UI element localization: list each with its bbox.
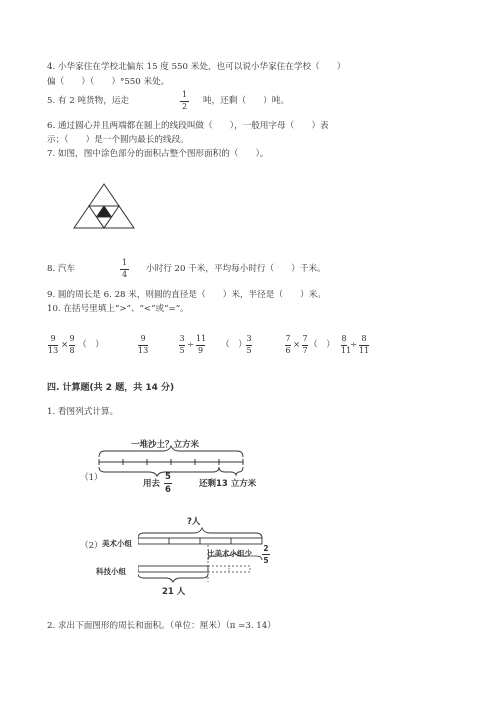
fig2-label: （2） xyxy=(80,541,103,551)
q10-i1-b xyxy=(69,335,75,355)
fig1-remain-label: 还剩13 立方米 xyxy=(199,479,257,489)
q7-triangle-figure xyxy=(72,182,136,230)
q10-i3-c xyxy=(341,334,352,355)
fig1-used-num: 5 xyxy=(165,472,171,482)
q5-prefix: 5. 有 2 吨货物，运走 xyxy=(47,96,130,106)
fig2-less-den: 5 xyxy=(263,555,269,565)
q10-i3-paren: （ ） xyxy=(309,340,335,350)
fig2-tech-label: 科技小组 xyxy=(96,567,126,576)
q10-i3-op2: ÷ xyxy=(350,340,358,350)
q10-i3-d-den: 11 xyxy=(359,346,370,355)
s4q2-text: 2. 求出下面图形的周长和面积。（单位：厘米）（π =3. 14） xyxy=(47,621,276,631)
q5-frac-den: 2 xyxy=(181,102,188,111)
q10-i2-paren: （ ） xyxy=(221,340,247,350)
fig1-top-label: 一堆沙土？立方米 xyxy=(131,440,200,450)
q4-line2: 偏（ ）（ ）°550 米处。 xyxy=(47,77,170,87)
q10-i1-a-den: 13 xyxy=(48,346,59,355)
q10-i1-a xyxy=(48,335,58,355)
q10-i2-b xyxy=(196,335,205,355)
q10-i2-b-num: 11 xyxy=(196,334,207,343)
fig1-used-den: 6 xyxy=(165,484,171,495)
q5-fraction xyxy=(180,91,189,111)
fig2-bottom-label: 21 人 xyxy=(162,587,186,597)
fig1-used-fraction xyxy=(164,473,172,494)
fig1-label: （1） xyxy=(80,473,103,483)
q10-i3-d-num: 8 xyxy=(361,334,367,343)
q10-i3-d xyxy=(359,335,369,355)
q10-i1-b-num: 9 xyxy=(69,334,75,343)
q5-frac-num: 1 xyxy=(181,90,188,99)
q10-i3-c-den: 11 xyxy=(341,346,352,355)
q10-i2-a-num: 3 xyxy=(179,334,185,343)
q10-i1-c-num: 9 xyxy=(140,334,146,343)
q10-i2-op: ÷ xyxy=(187,340,195,350)
q4-line1: 4. 小华家住在学校北偏东 15 度 550 米处，也可以说小华家住在学校（ ） xyxy=(47,62,346,72)
q10-i1-b-den: 8 xyxy=(69,346,75,355)
q6-line1: 6. 通过圆心并且两端都在圆上的线段叫做（ ），一般用字母（ ）表 xyxy=(47,121,329,131)
q10-i2-b-den: 9 xyxy=(197,346,204,355)
q10-i3-a-den: 6 xyxy=(285,346,291,355)
fig2-less-label: 比美术小组少 xyxy=(207,549,252,558)
fig1-used-label: 用去 xyxy=(143,479,161,489)
q10-i3-b-num: 7 xyxy=(302,334,308,343)
q10-i2-a-den: 5 xyxy=(179,346,185,355)
q10-i3-b xyxy=(302,335,308,355)
q10-i3-op: × xyxy=(293,340,301,350)
q7-text: 7. 如图，图中涂色部分的面积占整个图形面积的（ ）。 xyxy=(47,149,269,159)
q10-i1-c-den: 13 xyxy=(138,346,149,355)
q8-frac-num: 1 xyxy=(121,258,128,267)
q10-i3-a-num: 7 xyxy=(285,334,291,343)
q10-text: 10. 在括号里填上“>”、“<”或“=”。 xyxy=(47,304,189,314)
q10-i3-a xyxy=(285,335,291,355)
q5-suffix: 吨，还剩（ ）吨。 xyxy=(203,96,289,106)
q10-i2-c-num: 3 xyxy=(246,334,252,343)
fig2-less-num: 2 xyxy=(263,544,269,553)
q10-i1-op: × xyxy=(61,340,69,350)
q10-i1-paren: （ ） xyxy=(78,340,104,350)
q10-i2-a xyxy=(179,335,185,355)
q6-line2: 示；（ ）是一个圆内最长的线段。 xyxy=(47,135,189,145)
q10-i1-a-num: 9 xyxy=(50,334,56,343)
s4q1-text: 1. 看图列式计算。 xyxy=(47,407,119,417)
q10-i1-c xyxy=(138,335,148,355)
q10-i2-c-den: 5 xyxy=(246,346,252,355)
q10-i3-c-num: 8 xyxy=(341,334,347,343)
fig2-segment-diagram xyxy=(138,526,268,586)
q10-i2-c xyxy=(246,335,252,355)
section-4-title: 四. 计算题(共 2 题，共 14 分) xyxy=(47,383,175,393)
q8-suffix: 小时行 20 千米，平均每小时行（ ）千米。 xyxy=(146,264,326,274)
q8-frac-den: 4 xyxy=(121,270,128,279)
fig2-top-label: ?人 xyxy=(187,517,201,527)
q8-prefix: 8. 汽车 xyxy=(47,264,76,274)
q9-text: 9. 圆的周长是 6. 28 米，则圆的直径是（ ）米，半径是（ ）米。 xyxy=(47,290,326,300)
q8-fraction xyxy=(120,259,129,279)
fig2-art-label: 美术小组 xyxy=(102,539,132,548)
q10-i3-b-den: 7 xyxy=(302,346,308,355)
